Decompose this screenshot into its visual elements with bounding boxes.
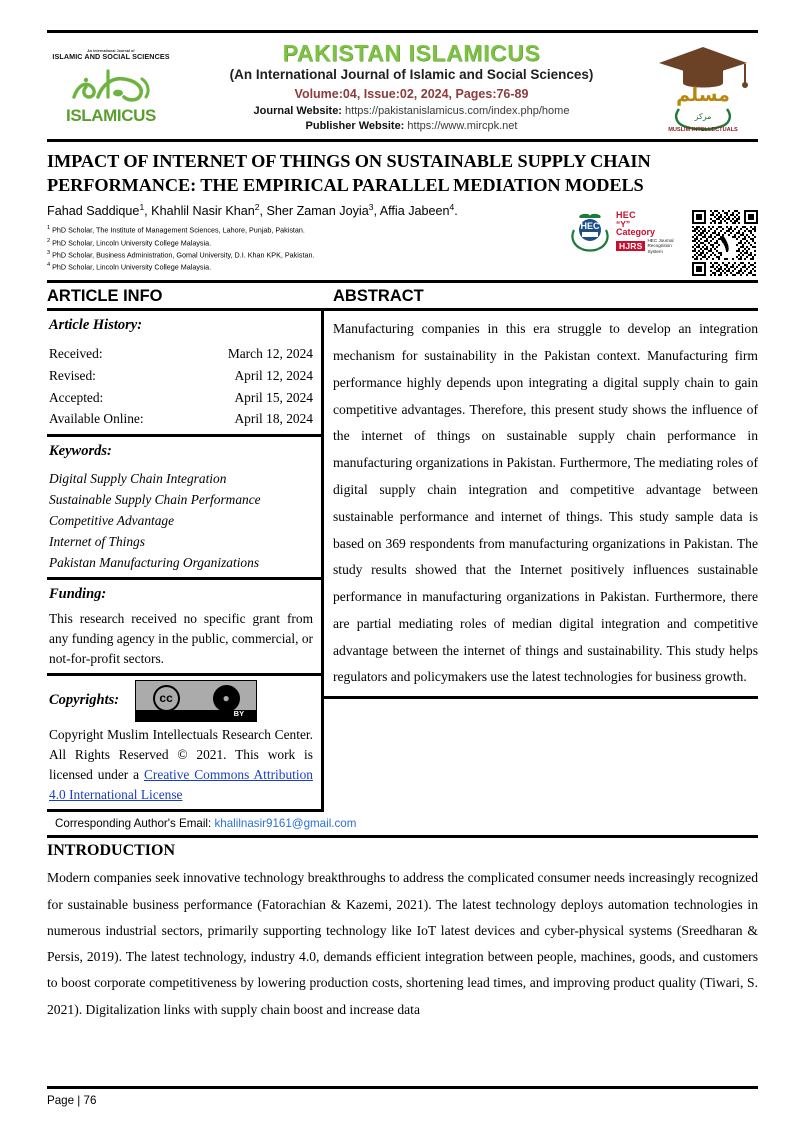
hec-seal-icon — [566, 210, 614, 254]
islamicus-wordmark: ISLAMICUS — [66, 105, 156, 125]
history-row-accepted — [49, 387, 313, 409]
islamicus-logo — [47, 37, 175, 137]
keywords-box — [47, 434, 324, 577]
history-label-available-online: Available Online: — [49, 411, 144, 427]
article-info-column — [47, 283, 324, 813]
copyrights-label: Copyrights: — [49, 692, 120, 709]
cc-license-link[interactable]: Creative Commons Attribution 4.0 International License — [49, 767, 313, 803]
article-history-box — [47, 308, 324, 434]
affiliation-4-text: PhD Scholar, Lincoln University College Malaysia. — [52, 262, 212, 272]
corresponding-author-label: Corresponding Author's Email: — [55, 817, 212, 831]
affiliation-2-text: PhD Scholar, Lincoln University College Malaysia. — [52, 238, 212, 248]
abstract-text: Manufacturing companies in this era struggle to develop an integration mechanism for sustainability in the Pakistan context. Manufacturing firm performance highly depends upon integrating a digital supply chain to gain competitive advantages. Therefore, this present study shows the influence of the internet of things on sustainable supply chain performance in manufacturing organizations in Pakistan. Furthermore, The mediating roles of digital supply chain integration and competitive advantage between sustainable performance and internet of things. This study sample data is based on 369 respondents from manufacturing organizations in Pakistan. The study results showed that the Internet positively influences sustainable performance in manufacturing organizations in Pakistan. Furthermore, there are partial mediating roles of median digital integration and competitive advantage between the internet of things and sustainability. This study helps regulators and policymakers use the latest technologies for business growth. — [333, 321, 758, 685]
copyright-text — [49, 722, 313, 805]
hec-line-3: Category — [616, 227, 656, 238]
authors-block — [47, 202, 758, 280]
journal-website-label: Journal Website: — [253, 104, 342, 117]
history-value-received: March 12, 2024 — [227, 346, 313, 362]
history-value-accepted: April 15, 2024 — [234, 389, 313, 405]
history-value-available-online: April 18, 2024 — [234, 411, 313, 427]
history-row-received — [49, 343, 313, 365]
article-history-label: Article History: — [49, 317, 143, 334]
islamicus-calligraphy-icon — [68, 63, 154, 107]
keyword-item: Digital Supply Chain Integration — [49, 470, 227, 486]
history-row-available-online — [49, 408, 313, 430]
corresponding-author-bar — [47, 812, 758, 838]
keyword-item: Competitive Advantage — [49, 512, 175, 528]
svg-text:MUSLIM INTELLECTUALS: MUSLIM INTELLECTUALS — [668, 127, 738, 133]
page-number: Page | 76 — [47, 1094, 97, 1107]
svg-text:مركز: مركز — [694, 112, 712, 121]
journal-website-url[interactable]: https://pakistanislamicus.com/index.php/home — [345, 104, 570, 117]
article-info-heading: ARTICLE INFO — [47, 286, 163, 305]
hjrs-tag: HJRS — [616, 241, 645, 252]
cc-badge-bar — [136, 710, 256, 721]
hec-line-1: HEC — [616, 209, 636, 220]
qr-code-icon[interactable] — [692, 210, 758, 276]
affiliation-4: $^4$ PhD Scholar, Lincoln University College Malaysia. — [47, 262, 212, 272]
publisher-website-label: Publisher Website: — [305, 119, 405, 132]
funding-label: Funding: — [49, 585, 107, 602]
hjrs-row — [616, 238, 686, 254]
masthead-center — [175, 37, 648, 137]
copyrights-header-row — [49, 680, 313, 722]
corresponding-author-email[interactable]: khalilnasir9161@gmail.com — [214, 817, 357, 831]
masthead — [47, 30, 758, 142]
history-value-revised: April 12, 2024 — [234, 367, 313, 383]
copyright-statement: Copyright Muslim Intellectuals Research Center. All Rights Reserved © 2021. This work is licensed under a — [49, 727, 313, 783]
hjrs-subtext-line2: Recognition System — [647, 243, 672, 254]
history-label-received: Received: — [49, 346, 103, 362]
introduction-heading: INTRODUCTION — [47, 842, 176, 860]
cc-by-label: BY — [233, 709, 245, 719]
publisher-website-url[interactable]: https://www.mircpk.net — [407, 119, 518, 132]
svg-text:مسلم: مسلم — [676, 84, 730, 106]
hjrs-subtext — [647, 238, 686, 254]
page-footer — [47, 1086, 758, 1107]
hec-line-2: “Y” — [616, 218, 631, 229]
journal-volume-line: Volume:04, Issue:02, 2024, Pages:76-89 — [294, 86, 529, 101]
copyrights-box — [47, 673, 324, 812]
keyword-item: Internet of Things — [49, 533, 145, 549]
history-row-revised — [49, 365, 313, 387]
journal-title: PAKISTAN ISLAMICUS — [282, 39, 541, 66]
cc-by-person-icon: ● — [213, 685, 240, 712]
abstract-column — [324, 283, 758, 813]
hjrs-subtext-line1: HEC Journal — [647, 238, 674, 244]
badges-group — [566, 210, 758, 276]
authors-line: Fahad Saddique$^1$, Khahlil Nasir Khan$^2$, Sher Zaman Joyia$^3$, Affia Jabeen$^4$. — [47, 202, 458, 219]
islamicus-logo-superline: An International Journal of — [87, 49, 135, 54]
hec-text-group — [616, 211, 686, 254]
abstract-heading: ABSTRACT — [333, 286, 424, 305]
history-label-accepted: Accepted: — [49, 389, 104, 405]
introduction-text: Modern companies seek innovative technology breakthroughs to address the complicated consumer needs increasingly recognized for sustainable business performance (Fatorachian & Kazemi, 2021). The latest technology deploys automation technologies in numerous industrial sectors, primarily supporting technology like IoT latest devices and cyber-physical systems (Sreedharan & Persis, 2019). The latest technology, industry 4.0, demands efficient integration between people, machines, goods, and customers to boost corporate competitiveness by lowering production costs, shortening lead times, and improving product quality (Tiwari, S. 2021). Digitalization links with supply chain boost and increase data — [47, 870, 758, 1017]
hec-category-badge — [566, 210, 686, 254]
funding-text: This research received no specific grant from any funding agency in the public, commercial, or not-for-profit sectors. — [49, 610, 313, 666]
keyword-item: Sustainable Supply Chain Performance — [49, 491, 261, 507]
journal-subtitle: (An International Journal of Islamic and Social Sciences) — [229, 66, 594, 82]
islamicus-logo-subtitle: ISLAMIC AND SOCIAL SCIENCES — [52, 52, 170, 62]
affiliation-1-text: PhD Scholar, The Institute of Management Sciences, Lahore, Punjab, Pakistan. — [52, 225, 305, 235]
cc-mark-icon: cc — [153, 685, 180, 712]
creative-commons-badge-icon — [135, 680, 257, 722]
funding-box — [47, 577, 324, 673]
affiliation-1: $^1$ PhD Scholar, The Institute of Management Sciences, Lahore, Punjab, Pakistan. — [47, 225, 305, 235]
muslim-intellectuals-logo — [648, 37, 758, 137]
affiliation-3: $^3$ PhD Scholar, Business Administration, Gomal University, D.I. Khan KPK, Pakistan. — [47, 250, 315, 260]
paper-title: IMPACT OF INTERNET OF THINGS ON SUSTAINABLE SUPPLY CHAIN PERFORMANCE: THE EMPIRICAL PARALLEL MEDIATION MODELS — [47, 151, 651, 196]
affiliation-3-text: PhD Scholar, Business Administration, Gomal University, D.I. Khan KPK, Pakistan. — [52, 250, 315, 260]
keywords-label: Keywords: — [49, 442, 112, 459]
journal-website-line — [177, 104, 646, 119]
keyword-item: Pakistan Manufacturing Organizations — [49, 554, 260, 570]
info-abstract-columns — [47, 283, 758, 813]
publisher-website-line — [177, 119, 646, 134]
history-label-revised: Revised: — [49, 367, 96, 383]
graduation-cap-icon — [653, 39, 753, 135]
svg-text:HEC: HEC — [580, 221, 600, 232]
affiliation-2: $^2$ PhD Scholar, Lincoln University College Malaysia. — [47, 237, 212, 248]
abstract-box — [324, 308, 758, 699]
